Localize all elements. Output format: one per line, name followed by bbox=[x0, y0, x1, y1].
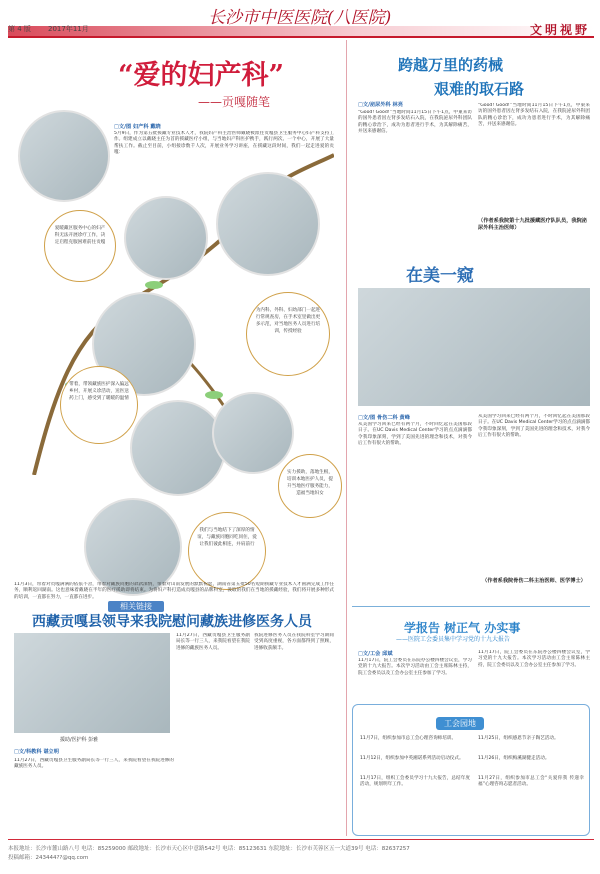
group-photo bbox=[14, 633, 170, 733]
usa-body-col2: 从美国学习回来已经有两个月，不时回忆起在美国那段日子。在UC Davis Medical Center学习的点点滴滴都令我印象深刻，学到了美国先进的理念和技术，对我今后工作有很大的帮助。 bbox=[478, 414, 590, 439]
footer-line-2: 投稿邮箱：243444??@qq.com bbox=[8, 855, 89, 861]
left-article-title: “爱的妇产科” bbox=[118, 60, 285, 91]
right-title-2: 艰难的取石路 bbox=[434, 80, 525, 98]
right-title-1: 跨越万里的药械 bbox=[398, 56, 504, 74]
report-title: 学报告 树正气 办实事 bbox=[404, 621, 521, 635]
bubble-3: 带着，带领藏族医护深入偏远乡村，开展义诊活动，送医送药上门，感受到了暖暖的温情 bbox=[60, 366, 138, 444]
column-divider bbox=[346, 40, 347, 836]
link-head: 相关链接 bbox=[108, 601, 164, 612]
left-byline: □文/图 妇产科 戴晓 bbox=[114, 124, 161, 130]
usa-photo bbox=[358, 288, 590, 406]
footer-line-1: 本报地址：长沙市麓山路八号 电话：85259000 邮政地址：长沙市天心区中意路542号 电话：85123631 东院地址：长沙市芙蓉区五一大道39号 电话：82637257 bbox=[8, 846, 410, 852]
link-body-1: 11月27日，西藏贡嘎县卫生服务副局长等一行三人，来我院看望在我院进修的藏族医务人员。 bbox=[176, 633, 250, 651]
report-body-col1: 11月17日，院工会委员在东院办公楼四楼会议室，学习党的十九大报告。本次学习活动由工会主席陈林主持，院工会委员以及工会办公室主任参加了学习。 bbox=[358, 658, 472, 676]
usa-body-col1: 从美国学习回来已经有两个月，不时回忆起在美国那段日子。在UC Davis Medical Center学习的点点滴滴都令我印象深刻，学到了美国先进的理念和技术，对我今后工作有很大的帮助。 bbox=[358, 422, 472, 447]
left-closing: 11月3日，带着对贡嘎满满的依依不舍，带着对藏族同胞的款款深情，带着对山南发展的默默祝愿，湖南省第五批50名短期援藏专业技术人才圆满完成工作任务，顺利返回湖南。这也意味着戴晓在半年的医疗援助即将结束。为将妇产科打造成贡嘎县的品牌科室，汲取的我们在当地的援藏经验，我们将开展多种形式的培训，一直都在努力，一直都在进步。 bbox=[14, 582, 334, 600]
section-title: 文明视野 bbox=[530, 23, 591, 37]
union-item-5: 11月26日，组织梅溪湖健走活动。 bbox=[478, 756, 550, 761]
link-title: 西藏贡嘎县领导来我院慰问藏族进修医务人员 bbox=[32, 614, 312, 630]
issue-date: 2017年11月 bbox=[48, 25, 89, 33]
union-item-2: 11月12日，组织参加中英湘诺系列活动启动仪式。 bbox=[360, 756, 464, 761]
bubble-1: 爱暖藏区服务中心的妇产科无法开展诊疗工作，决定启程克服困难前往贡嘎 bbox=[44, 210, 116, 282]
photo-5 bbox=[130, 400, 226, 496]
masthead: 长沙市中医医院(八医院) bbox=[208, 8, 392, 28]
right-caption: （作者系我院第十九批援藏医疗队队员，我院泌尿外科主治医师） bbox=[478, 218, 587, 231]
report-byline: □文/工会 邱斌 bbox=[358, 651, 393, 657]
left-intro: 5月9日，作为第五批援藏专业技术人才，我院妇产科主治医师戴晓被派往贡嘎县卫生服务中心妇产科支持工作。组建成立以戴晓主任为首的援藏医疗小组，与当地妇产科医护携手，践行两次、一个中心，开展了大量帮扶工作。截止至目前，小组接诊数千人次，开展业务学习讲座，在援藏这段时间，我们一起走进爱的贡嘎： bbox=[114, 131, 334, 156]
footer bbox=[8, 839, 594, 873]
right-body-col2: “Good! Good!”当地时间11月15日下午1点，中東来访的国外患者因左肾多发结石入院，在我院泌尿外科团队的精心诊治下，成功为患者进行手术，为其解除痛苦，并送来感谢信。 bbox=[478, 103, 590, 128]
bubble-2: 为内科、外科、妇幼部门一起进行常规查房，在手术室里做出更多示范，对当地医务人员进行培训，传授经验 bbox=[246, 292, 330, 376]
group-photo-caption: 援助/医护科 彭雅 bbox=[60, 737, 99, 743]
bubble-4: 实力援助，落地生根，培训本地医护人员，提升当地医疗服务能力，造福当地妇女 bbox=[278, 454, 342, 518]
usa-caption: （作者系我院骨伤二科主治医师、医学博士） bbox=[482, 578, 586, 584]
page-number: 第 4 版 bbox=[8, 25, 31, 33]
bubble-5: 我们与当地结下了深厚的情谊，与藏族同胞同吃同住，爱让我们彼此相连，并肩前行 bbox=[188, 512, 266, 590]
union-item-3: 11月17日，组织工会委员学习十九大报告，总结年度活动，规划明年工作。 bbox=[360, 776, 470, 788]
union-item-6: 11月27日，组织参加市总工会“关爱你我 传递幸福”心理咨询志愿者活动。 bbox=[478, 776, 584, 788]
left-article-subtitle: ——贡嘎随笔 bbox=[198, 95, 271, 109]
report-subtitle: ——医院工会委员集中学习党的十九大报告 bbox=[396, 636, 511, 643]
right-body-col1: “Good! Good!”当地时间11月15日下午1点，中東来访的国外患者因左肾多发结石入院，在我院泌尿外科团队的精心诊治下，成功为患者进行手术，为其解除痛苦，并送来感谢信。 bbox=[358, 110, 472, 135]
photo-3 bbox=[216, 172, 320, 276]
report-body-col2: 11月17日，院工会委员在东院办公楼四楼会议室，学习党的十九大报告。本次学习活动由工会主席陈林主持，院工会委员以及工会办公室主任参加了学习。 bbox=[478, 650, 590, 668]
divider bbox=[352, 606, 590, 607]
link-body-2: 我院进修医务人员在我院科室学习期间受到高度重视，各方面都得到了照顾，进修收获颇丰。 bbox=[254, 633, 334, 651]
link-byline: □文/科教科 谌立明 bbox=[14, 749, 59, 755]
union-item-4: 11月25日，组织感恩节亲子陶艺活动。 bbox=[478, 736, 559, 741]
usa-title: 在美一窥 bbox=[406, 266, 474, 286]
usa-byline: □文/图 骨伤二科 黄峰 bbox=[358, 415, 410, 421]
union-item-1: 11月7日，组织参加市总工会心理咨询师培训。 bbox=[360, 736, 457, 741]
photo-6 bbox=[212, 392, 294, 474]
link-body-1b: 11月27日，西藏贡嘎县卫生服务副局长等一行三人，来我院看望在我院进修的藏族医务人员。 bbox=[14, 758, 174, 770]
photo-2 bbox=[124, 196, 208, 280]
union-head: 工会园地 bbox=[436, 717, 484, 730]
right-byline: □文/泌尿外科 林亮 bbox=[358, 102, 403, 108]
